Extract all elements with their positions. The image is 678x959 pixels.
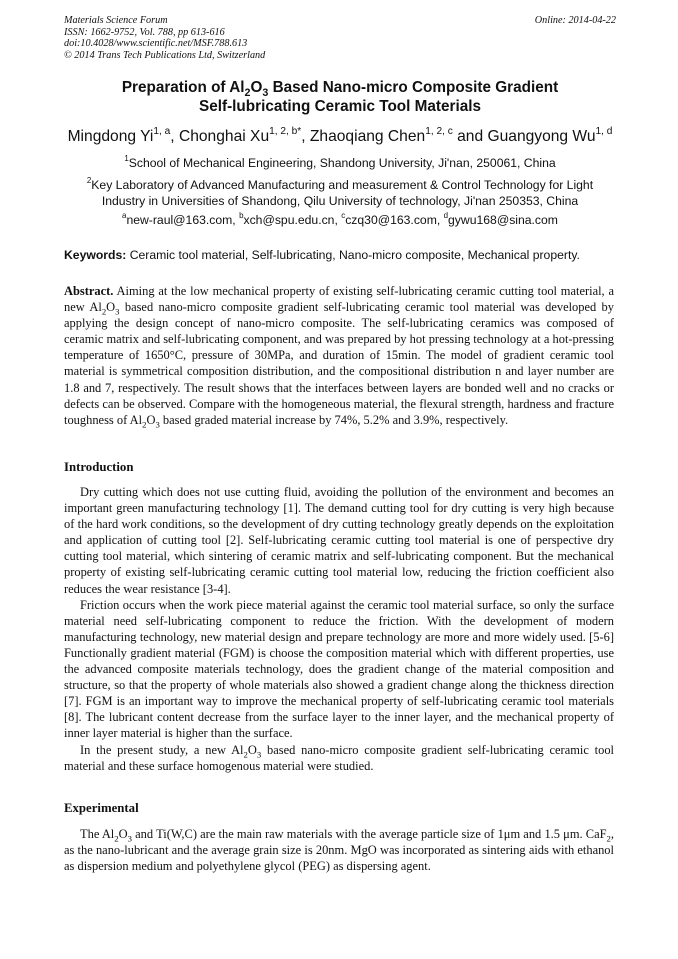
paper-title bbox=[64, 78, 616, 116]
keywords-text: Ceramic tool material, Self-lubricating, Nano-micro composite, Mechanical property. bbox=[126, 248, 580, 262]
introduction-section bbox=[64, 484, 614, 774]
journal-name: Materials Science Forum bbox=[64, 15, 168, 26]
email-link[interactable]: xch@spu.edu.cn, bbox=[243, 213, 342, 227]
email-link[interactable]: new-raul@163.com, bbox=[126, 213, 240, 227]
email-link[interactable]: czq30@163.com, bbox=[345, 213, 444, 227]
author-name: Mingdong Yi bbox=[67, 128, 154, 145]
online-date: Online: 2014-04-22 bbox=[534, 15, 616, 26]
section-heading-experimental: Experimental bbox=[64, 801, 139, 815]
author-name: , Chonghai Xu bbox=[170, 128, 270, 145]
paragraph: Dry cutting which does not use cutting fluid, avoiding the pollution of the environment and becomes an important green manufacturing technology [1]. The demand cutting tool for dry cutting is very high because of the hard work conditions, so the development of dry cutting technology greatly depends on the exploitation and application of cutting tool [2]. Self-lubricating ceramic cutting tool material is one of perspective dry cutting tool material, which sintering of ceramic matrix and self-lubricating component. But the mechanical property of existing self-lubricating ceramic cutting tool material low, reducing the friction coefficient also reduces the wear resistance [3-4]. bbox=[64, 485, 614, 596]
email-link[interactable]: gywu168@sina.com bbox=[448, 213, 558, 227]
abstract: Abstract. Aiming at the low mechanical property of existing self-lubricating ceramic cutting tool material, a new $Al_2O_3$ based nano-micro composite gradient self-lubricating ceramic tool material was developed by applying the design concept of nano-micro composite. The self-lubricating ceramics was composed of ceramic matrix and self-lubricating component, and was prepared by hot pressing technology at a hot-pressing temperature of 1650°C, pressure of 30MPa, and duration of 15min. The model of gradient ceramic tool material is symmetrical composition distribution, and the compositional distribution n and layer number are 1.8 and 7, respectively. The result shows that the interfaces between layers are bonded well and no cracks or defects can be observed. Compare with the homogeneous material, the flexural strength, hardness and fracture toughness of $Al_2O_3$ based graded material increase by 74%, 5.2% and 3.9%, respectively. bbox=[64, 284, 614, 430]
title-line-1: Preparation of $Al_2O_3$ Based Nano-micro Composite Gradient bbox=[121, 79, 559, 100]
author-name: , Zhaoqiang Chen bbox=[301, 128, 426, 145]
author-affil-mark: 1, 2, b* bbox=[269, 125, 302, 137]
author-affil-mark: 1, a bbox=[153, 125, 171, 137]
author-affil-mark: 1, d bbox=[595, 125, 613, 137]
paragraph: Friction occurs when the work piece material against the ceramic tool material surface, so only the surface material need self-lubricating component to reduce the friction. With the development of modern manufacturing technology, new material design and prepare technology are more and more widely used. [5-6] Functionally gradient material (FGM) is choose the composition material which with different properties, use the advanced composite materials technology, does the gradient change of the material composition and structure, so that the property of whole materials also showed a gradient change along the thickness direction [7]. FGM is an important way to improve the mechanical property of self-lubricating ceramic tool materials [8]. The lubricant content decrease from the surface layer to the inner layer, and the mechanical property of inner layer material is higher than the surface. bbox=[64, 597, 614, 741]
keywords bbox=[64, 247, 624, 263]
abstract-label: Abstract. bbox=[64, 284, 114, 298]
paragraph: In the present study, a new $Al_2O_3$ based nano-micro composite gradient self-lubricating ceramic tool material and these surface homogenous material were studied. bbox=[64, 742, 615, 773]
affiliation-2: $^2$Key Laboratory of Advanced Manufacturing and measurement & Control Technology for Light Industry in Universities of Shandong, Qilu University of technology, Ji'nan 250353, China bbox=[86, 176, 594, 208]
paragraph: The $Al_2O_3$ and Ti(W,C) are the main raw materials with the average particle size of 1μm and 1.5 μm. CaF$_2$, as the nano-lubricant and the average grain size is 20nm. MgO was incorporated as sintering aids with ethanol as dispersion medium and polyethylene glycol (PEG) as dispersing agent. bbox=[64, 827, 615, 874]
journal-header bbox=[64, 15, 616, 61]
section-heading-introduction: Introduction bbox=[64, 460, 134, 474]
author-list bbox=[50, 127, 630, 147]
author-emails: $^a$new-raul@163.com, $^b$xch@spu.edu.cn, $^c$czq30@163.com, $^d$gywu168@sina.com bbox=[122, 211, 558, 227]
author-name: and Guangyong Wu bbox=[452, 128, 596, 145]
experimental-section bbox=[64, 826, 614, 874]
journal-copyright: © 2014 Trans Tech Publications Ltd, Switzerland bbox=[64, 49, 266, 61]
keywords-label: Keywords: bbox=[64, 248, 127, 262]
affiliation-1: $^1$School of Mechanical Engineering, Shandong University, Ji'nan, 250061, China bbox=[124, 154, 556, 170]
title-line-2: Self-lubricating Ceramic Tool Materials bbox=[199, 98, 481, 115]
journal-doi: doi:10.4028/www.scientific.net/MSF.788.613 bbox=[64, 38, 248, 49]
author-affil-mark: 1, 2, c bbox=[425, 125, 453, 137]
journal-issn: ISSN: 1662-9752, Vol. 788, pp 613-616 bbox=[64, 26, 225, 38]
